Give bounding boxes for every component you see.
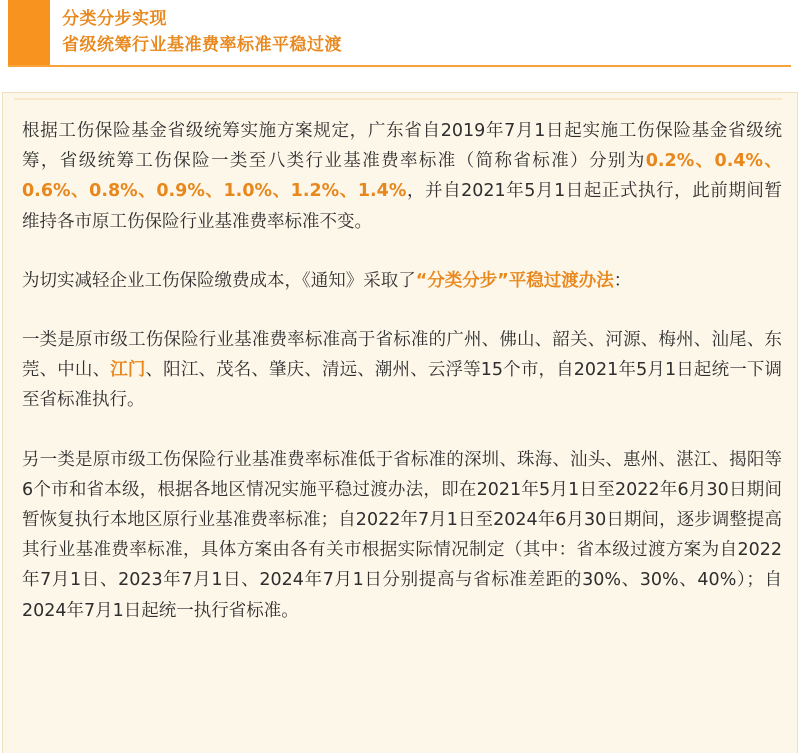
paragraph-text: 为切实减轻企业工伤保险缴费成本，《通知》采取了 [22, 270, 416, 291]
panel-top-divider [14, 98, 782, 100]
city-highlight: 江门 [110, 360, 146, 381]
section-title [62, 6, 342, 58]
article-body [22, 116, 782, 626]
section-title-line-1: 分类分步实现 [62, 9, 167, 29]
paragraph-category-one [22, 325, 782, 416]
paragraph-text: 根据工伤保险基金省级统筹实施方案规定，广东省自2019年7月1日起实施工伤保险基金省级统筹，省级统筹工伤保险一类至八类行业基准费率标准（简称省标准）分别为 [22, 121, 782, 172]
section-header [0, 0, 800, 75]
header-accent-bar [8, 0, 50, 66]
rate-list-highlight: 0.2%、0.4%、0.6%、0.8%、0.9%、1.0%、1.2%、1.4% [22, 151, 782, 202]
measure-highlight: “分类分步”平稳过渡办法 [415, 270, 614, 291]
paragraph-measure [22, 266, 782, 296]
paragraph-rates [22, 116, 782, 237]
paragraph-text: 、阳江、茂名、肇庆、清远、潮州、云浮等15个市，自2021年5月1日起统一下调至省标准执行。 [22, 360, 783, 411]
header-underline [8, 65, 791, 67]
section-title-line-2: 省级统筹行业基准费率标准平稳过渡 [62, 35, 342, 55]
paragraph-category-two: 另一类是原市级工伤保险行业基准费率标准低于省标准的深圳、珠海、汕头、惠州、湛江、揭阳等6个市和省本级，根据各地区情况实施平稳过渡办法，即在2021年5月1日至2022年6月30日期间暂恢复执行本地区原行业基准费率标准；自2022年7月1日至2024年6月30日期间，逐步调整提高其行业基准费率标准，具体方案由各有关市根据实际情况制定（其中：省本级过渡方案为自2022年7月1日、2023年7月1日、2024年7月1日分别提高与省标准差距的30%、30%、40%）；自2024年7月1日起统一执行省标准。 [22, 449, 782, 621]
paragraph-text: ，并自2021年5月1日起正式执行，此前期间暂维持各市原工伤保险行业基准费率标准不变。 [22, 181, 782, 232]
paragraph-text: 一类是原市级工伤保险行业基准费率标准高于省标准的广州、佛山、韶关、河源、梅州、汕尾、东莞、中山、 [22, 330, 782, 381]
paragraph-text: ： [613, 270, 632, 291]
